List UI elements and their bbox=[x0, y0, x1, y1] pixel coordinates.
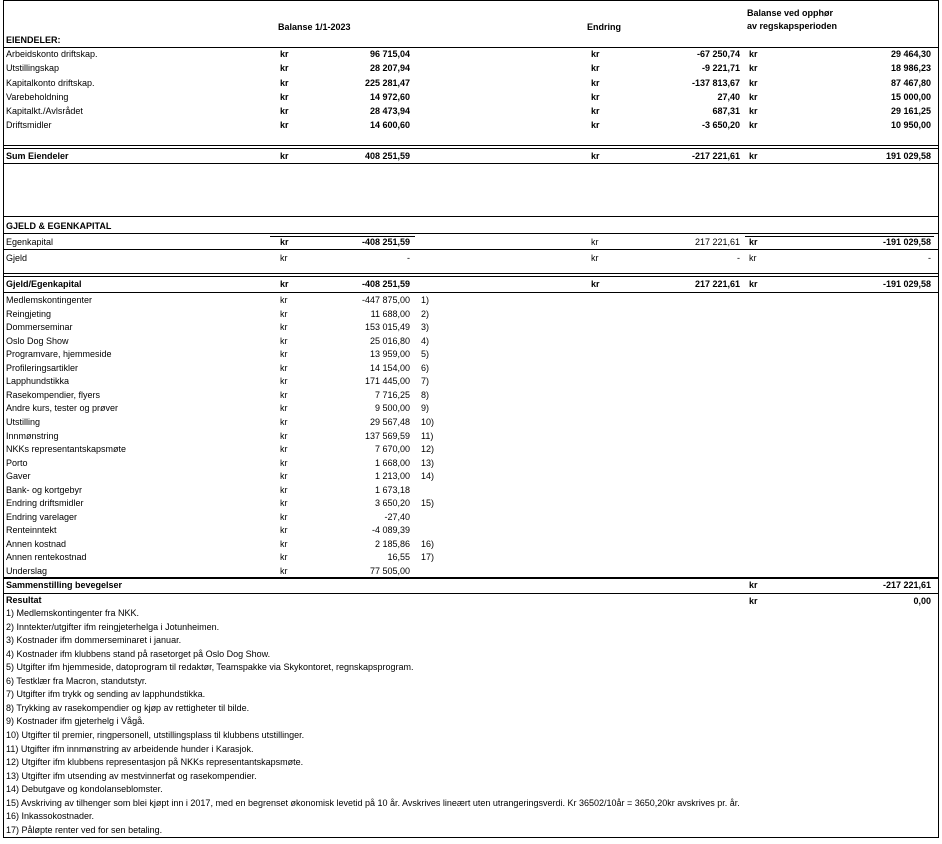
asset-row-kr2: kr bbox=[591, 120, 600, 130]
liabilities-sum-kr1: kr bbox=[280, 279, 289, 289]
movement-row-note: 8) bbox=[421, 390, 430, 400]
movement-row-note: 16) bbox=[421, 539, 435, 549]
movement-row-kr: kr bbox=[280, 485, 288, 495]
asset-row-value2: -9 221,71 bbox=[701, 63, 740, 73]
movement-row-label: Innmønstring bbox=[6, 431, 59, 441]
footnote-line: 6) Testklær fra Macron, standutstyr. bbox=[6, 676, 147, 686]
movement-row-kr: kr bbox=[280, 431, 288, 441]
movement-row-label: Gaver bbox=[6, 471, 31, 481]
movement-row-kr: kr bbox=[280, 322, 288, 332]
movement-row-value: 1 213,00 bbox=[374, 471, 410, 481]
debt-kr3: kr bbox=[749, 253, 757, 263]
movement-row-value: 16,55 bbox=[387, 552, 410, 562]
movement-row-kr: kr bbox=[280, 444, 288, 454]
summary-value: -217 221,61 bbox=[882, 580, 931, 590]
movement-row-value: 1 668,00 bbox=[374, 458, 410, 468]
liabilities-sum-value2: 217 221,61 bbox=[694, 279, 740, 289]
movement-row-value: 7 670,00 bbox=[374, 444, 410, 454]
movement-row-label: Endring varelager bbox=[6, 512, 78, 522]
movement-row-value: -4 089,39 bbox=[371, 525, 410, 535]
movement-row-label: Renteinntekt bbox=[6, 525, 57, 535]
footnote-line: 9) Kostnader ifm gjeterhelg i Vågå. bbox=[6, 716, 145, 726]
movement-row-label: Lapphundstikka bbox=[6, 376, 70, 386]
movement-row-label: Porto bbox=[6, 458, 28, 468]
movement-row-label: Rasekompendier, flyers bbox=[6, 390, 101, 400]
movement-row-kr: kr bbox=[280, 471, 288, 481]
equity-bottom-rule bbox=[3, 249, 939, 250]
movement-row-kr: kr bbox=[280, 336, 288, 346]
asset-row-kr2: kr bbox=[591, 92, 600, 102]
movement-row-kr: kr bbox=[280, 498, 288, 508]
movement-row-note: 6) bbox=[421, 363, 430, 373]
movement-row-label: Bank- og kortgebyr bbox=[6, 485, 83, 495]
movement-row-kr: kr bbox=[280, 458, 288, 468]
result-kr: kr bbox=[749, 596, 758, 606]
footnote-line: 16) Inkassokostnader. bbox=[6, 811, 95, 821]
movement-row-note: 11) bbox=[421, 431, 434, 441]
movement-row-label: Utstilling bbox=[6, 417, 41, 427]
asset-row-value2: 687,31 bbox=[712, 106, 740, 116]
asset-row-kr1: kr bbox=[280, 63, 289, 73]
movement-row-kr: kr bbox=[280, 552, 288, 562]
header-change: Endring bbox=[587, 22, 621, 32]
result-label: Resultat bbox=[6, 595, 42, 605]
movement-row-note: 12) bbox=[421, 444, 435, 454]
asset-row-value1: 14 972,60 bbox=[369, 92, 410, 102]
movement-row-value: 171 445,00 bbox=[364, 376, 410, 386]
assets-top-rule bbox=[3, 47, 939, 48]
movement-row-label: NKKs representantskapsmøte bbox=[6, 444, 127, 454]
asset-row-value1: 225 281,47 bbox=[364, 78, 410, 88]
asset-row-value3: 29 464,30 bbox=[890, 49, 931, 59]
movement-row-note: 14) bbox=[421, 471, 435, 481]
assets-sum-kr3: kr bbox=[749, 151, 758, 161]
movement-row-kr: kr bbox=[280, 539, 288, 549]
movement-row-label: Annen kostnad bbox=[6, 539, 67, 549]
equity-label: Egenkapital bbox=[6, 237, 54, 247]
movement-row-value: 9 500,00 bbox=[374, 403, 410, 413]
asset-row-kr1: kr bbox=[280, 49, 289, 59]
movement-row-label: Dommerseminar bbox=[6, 322, 73, 332]
equity-value1: -408 251,59 bbox=[361, 237, 410, 247]
movement-row-value: -27,40 bbox=[384, 512, 410, 522]
movement-row-value: 1 673,18 bbox=[374, 485, 410, 495]
liabilities-sum-bottom-rule bbox=[3, 292, 939, 293]
assets-sum-value3: 191 029,58 bbox=[885, 151, 931, 161]
summary-bottom-rule bbox=[3, 593, 939, 594]
summary-label: Sammenstilling bevegelser bbox=[6, 580, 123, 590]
liabilities-sum-rule bbox=[3, 273, 939, 277]
movement-row-value: 153 015,49 bbox=[364, 322, 410, 332]
asset-row-value1: 28 207,94 bbox=[369, 63, 410, 73]
movement-row-kr: kr bbox=[280, 512, 288, 522]
asset-row-label: Kapitalkt./Avlsrådet bbox=[6, 106, 83, 116]
movement-row-label: Endring driftsmidler bbox=[6, 498, 84, 508]
asset-row-value3: 29 161,25 bbox=[890, 106, 931, 116]
footnote-line: 2) Inntekter/utgifter ifm reingjeterhelga i Jotunheimen. bbox=[6, 622, 220, 632]
asset-row-label: Varebeholdning bbox=[6, 92, 69, 102]
asset-row-kr3: kr bbox=[749, 106, 758, 116]
footnote-line: 11) Utgifter ifm innmønstring av arbeidende hunder i Karasjok. bbox=[6, 744, 254, 754]
movement-row-value: 14 154,00 bbox=[369, 363, 410, 373]
footnote-line: 15) Avskriving av tilhenger som blei kjøpt inn i 2017, med en begrenset økonomisk levetid på 10 år. Avskrives lineært uten utrangeringsverdi. Kr 36502/10år = 3650,20kr avskrives pr. år. bbox=[6, 798, 740, 808]
debt-kr2: kr bbox=[591, 253, 599, 263]
equity-kr3: kr bbox=[749, 237, 758, 247]
asset-row-value3: 10 950,00 bbox=[890, 120, 931, 130]
equity-kr2: kr bbox=[591, 237, 599, 247]
movement-row-kr: kr bbox=[280, 390, 288, 400]
movement-row-value: 29 567,48 bbox=[369, 417, 410, 427]
movement-row-value: 77 505,00 bbox=[369, 566, 410, 576]
movement-row-note: 9) bbox=[421, 403, 430, 413]
movement-row-label: Medlemskontingenter bbox=[6, 295, 93, 305]
assets-sum-value1: 408 251,59 bbox=[364, 151, 410, 161]
assets-sum-value2: -217 221,61 bbox=[691, 151, 740, 161]
movement-row-kr: kr bbox=[280, 525, 288, 535]
asset-row-value2: -67 250,74 bbox=[696, 49, 740, 59]
movement-row-value: 2 185,86 bbox=[374, 539, 410, 549]
header-closing-balance-line1: Balanse ved opphør bbox=[747, 8, 834, 18]
asset-row-value3: 15 000,00 bbox=[890, 92, 931, 102]
liabilities-sum-kr2: kr bbox=[591, 279, 600, 289]
movement-row-kr: kr bbox=[280, 309, 288, 319]
liabilities-sum-value3: -191 029,58 bbox=[882, 279, 931, 289]
asset-row-kr2: kr bbox=[591, 106, 600, 116]
movement-row-kr: kr bbox=[280, 376, 288, 386]
movement-row-value: 11 688,00 bbox=[370, 309, 410, 319]
asset-row-kr3: kr bbox=[749, 78, 758, 88]
movement-row-note: 3) bbox=[421, 322, 430, 332]
asset-row-kr2: kr bbox=[591, 49, 600, 59]
movement-row-kr: kr bbox=[280, 349, 288, 359]
equity-kr1: kr bbox=[280, 237, 289, 247]
movement-row-kr: kr bbox=[280, 363, 288, 373]
movement-row-value: 3 650,20 bbox=[374, 498, 410, 508]
movement-row-kr: kr bbox=[280, 403, 288, 413]
asset-row-label: Arbeidskonto driftskap. bbox=[6, 49, 98, 59]
asset-row-kr1: kr bbox=[280, 106, 289, 116]
asset-row-label: Utstillingskap bbox=[6, 63, 60, 73]
asset-row-kr1: kr bbox=[280, 78, 289, 88]
header-opening-balance: Balanse 1/1-2023 bbox=[278, 22, 351, 32]
movement-row-note: 1) bbox=[421, 295, 430, 305]
footnote-line: 1) Medlemskontingenter fra NKK. bbox=[6, 608, 140, 618]
footnote-line: 7) Utgifter ifm trykk og sending av lapphundstikka. bbox=[6, 689, 206, 699]
movement-row-note: 5) bbox=[421, 349, 430, 359]
asset-row-value1: 28 473,94 bbox=[369, 106, 410, 116]
debt-value3: - bbox=[928, 253, 931, 263]
liabilities-sum-kr3: kr bbox=[749, 279, 758, 289]
liabilities-title: GJELD & EGENKAPITAL bbox=[6, 221, 112, 231]
movement-row-kr: kr bbox=[280, 566, 288, 576]
asset-row-value3: 87 467,80 bbox=[890, 78, 931, 88]
movement-row-value: 7 716,25 bbox=[374, 390, 410, 400]
movement-row-note: 7) bbox=[421, 376, 430, 386]
footnote-line: 5) Utgifter ifm hjemmeside, datoprogram til redaktør, Teamspakke via Skykontoret, regnskapsprogram. bbox=[6, 662, 414, 672]
debt-value1: - bbox=[407, 253, 410, 263]
asset-row-kr3: kr bbox=[749, 63, 758, 73]
asset-row-value1: 96 715,04 bbox=[369, 49, 410, 59]
asset-row-kr3: kr bbox=[749, 92, 758, 102]
footnote-line: 8) Trykking av rasekompendier og kjøp av rettigheter til bilde. bbox=[6, 703, 250, 713]
assets-sum-rule bbox=[3, 145, 939, 149]
movement-row-label: Andre kurs, tester og prøver bbox=[6, 403, 119, 413]
assets-sum-label: Sum Eiendeler bbox=[6, 151, 69, 161]
movement-row-note: 15) bbox=[421, 498, 435, 508]
liabilities-top-rule bbox=[3, 216, 939, 217]
movement-row-label: Reingjeting bbox=[6, 309, 52, 319]
movement-row-label: Oslo Dog Show bbox=[6, 336, 69, 346]
movement-row-note: 2) bbox=[421, 309, 430, 319]
movement-row-note: 13) bbox=[421, 458, 435, 468]
assets-sum-kr1: kr bbox=[280, 151, 289, 161]
movement-row-note: 10) bbox=[421, 417, 435, 427]
assets-sum-kr2: kr bbox=[591, 151, 600, 161]
equity-value3: -191 029,58 bbox=[882, 237, 931, 247]
assets-sum-bottom-rule bbox=[3, 163, 939, 164]
asset-row-value1: 14 600,60 bbox=[369, 120, 410, 130]
footnote-line: 10) Utgifter til premier, ringpersonell, utstillingsplass til klubbens utstillinger. bbox=[6, 730, 305, 740]
summary-kr: kr bbox=[749, 580, 758, 590]
debt-label: Gjeld bbox=[6, 253, 28, 263]
summary-top-rule bbox=[3, 577, 939, 579]
movement-row-kr: kr bbox=[280, 417, 288, 427]
equity-value2: 217 221,61 bbox=[694, 237, 740, 247]
movement-row-label: Annen rentekostnad bbox=[6, 552, 87, 562]
movement-row-value: 137 569,59 bbox=[364, 431, 410, 441]
liabilities-sum-label: Gjeld/Egenkapital bbox=[6, 279, 82, 289]
liabilities-sum-value1: -408 251,59 bbox=[361, 279, 410, 289]
asset-row-kr3: kr bbox=[749, 49, 758, 59]
debt-value2: - bbox=[737, 253, 740, 263]
movement-row-note: 4) bbox=[421, 336, 430, 346]
footnote-line: 14) Debutgave og kondolanseblomster. bbox=[6, 784, 163, 794]
asset-row-value3: 18 986,23 bbox=[890, 63, 931, 73]
footnote-line: 3) Kostnader ifm dommerseminaret i januar. bbox=[6, 635, 182, 645]
asset-row-kr3: kr bbox=[749, 120, 758, 130]
result-value: 0,00 bbox=[913, 596, 931, 606]
asset-row-value2: 27,40 bbox=[717, 92, 740, 102]
asset-row-value2: -137 813,67 bbox=[691, 78, 740, 88]
movement-row-label: Programvare, hjemmeside bbox=[6, 349, 112, 359]
footnote-line: 17) Påløpte renter ved for sen betaling. bbox=[6, 825, 163, 835]
debt-kr1: kr bbox=[280, 253, 288, 263]
movement-row-value: -447 875,00 bbox=[361, 295, 410, 305]
footnote-line: 13) Utgifter ifm utsending av mestvinnerfat og rasekompendier. bbox=[6, 771, 257, 781]
movement-row-label: Underslag bbox=[6, 566, 48, 576]
asset-row-kr1: kr bbox=[280, 120, 289, 130]
asset-row-label: Kapitalkonto driftskap. bbox=[6, 78, 95, 88]
movement-row-value: 13 959,00 bbox=[369, 349, 410, 359]
movement-row-note: 17) bbox=[421, 552, 435, 562]
asset-row-kr2: kr bbox=[591, 63, 600, 73]
asset-row-kr2: kr bbox=[591, 78, 600, 88]
footnote-line: 12) Utgifter ifm klubbens representasjon på NKKs representantskapsmøte. bbox=[6, 757, 304, 767]
assets-title: EIENDELER: bbox=[6, 35, 61, 45]
asset-row-kr1: kr bbox=[280, 92, 289, 102]
header-closing-balance-line2: av regskapsperioden bbox=[747, 21, 838, 31]
asset-row-label: Driftsmidler bbox=[6, 120, 52, 130]
movement-row-kr: kr bbox=[280, 295, 288, 305]
movement-row-label: Profileringsartikler bbox=[6, 363, 79, 373]
movement-row-value: 25 016,80 bbox=[369, 336, 410, 346]
footnote-line: 4) Kostnader ifm klubbens stand på rasetorget på Oslo Dog Show. bbox=[6, 649, 271, 659]
asset-row-value2: -3 650,20 bbox=[701, 120, 740, 130]
